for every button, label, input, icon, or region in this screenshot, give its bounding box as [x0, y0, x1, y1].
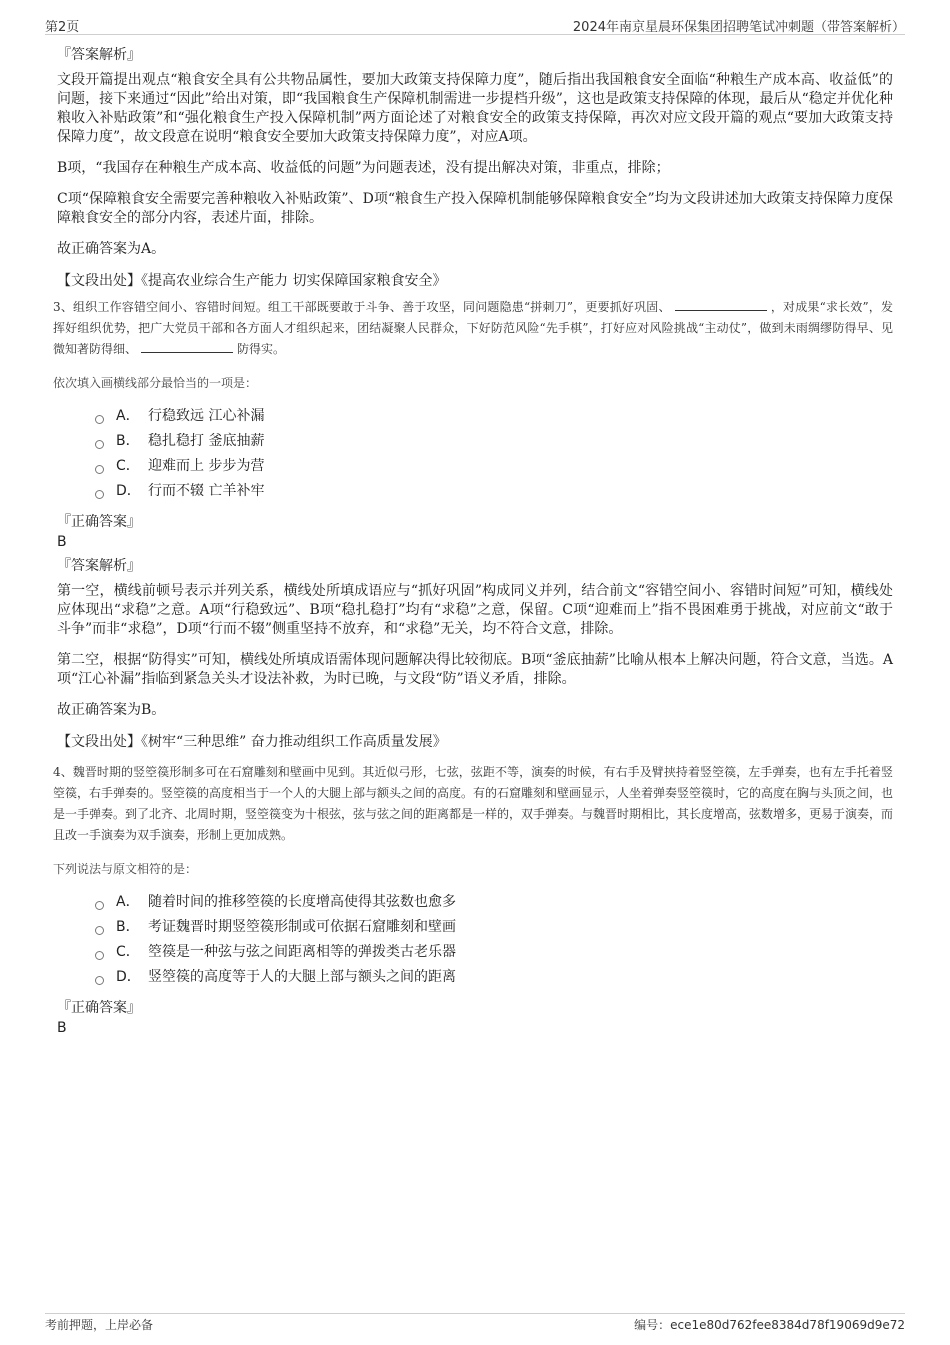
radio-icon[interactable] — [95, 490, 104, 499]
page-footer — [45, 1313, 905, 1334]
analysis-paragraph: 第二空，根据“防得实”可知，横线处所填成语需体现问题解决得比较彻底。B项“釜底抽薪”比喻从根本上解决问题，符合文意，当选。A项“江心补漏”指临到紧急关头才设法补救，为时已晚，与文段“防”语义矛盾，排除。 — [57, 652, 893, 687]
option-b[interactable]: B． 考证魏晋时期竖箜篌形制或可依据石窟雕刻和壁画 — [95, 915, 893, 940]
analysis-paragraph: B项，“我国存在种粮生产成本高、收益低的问题”为问题表述，没有提出解决对策，非重点，排除； — [57, 160, 670, 176]
question-3-prompt: 依次填入画横线部分最恰当的一项是： — [53, 376, 258, 390]
option-c[interactable]: C． 迎难而上 步步为营 — [95, 454, 893, 479]
option-d[interactable]: D． 行而不辍 亡羊补牢 — [95, 479, 893, 504]
passage-source: 【文段出处】《提高农业综合生产能力 切实保障国家粮食安全》 — [57, 273, 447, 289]
radio-icon[interactable] — [95, 440, 104, 449]
radio-icon[interactable] — [95, 901, 104, 910]
analysis-heading: 『答案解析』 — [57, 47, 141, 63]
correct-answer-heading: 『正确答案』 — [57, 1000, 141, 1016]
correct-answer: B — [57, 534, 67, 550]
page-number: 第2页 — [45, 20, 80, 35]
document-title: 2024年南京星晨环保集团招聘笔试冲刺题（带答案解析） — [572, 20, 905, 35]
fill-blank — [141, 340, 233, 353]
correct-answer-heading: 『正确答案』 — [57, 514, 141, 530]
question-3-stem — [53, 297, 893, 360]
radio-icon[interactable] — [95, 926, 104, 935]
fill-blank — [675, 298, 767, 311]
question-text: 3、组织工作容错空间小、容错时间短。组工干部既要敢于斗争、善于攻坚，同问题隐患“拼刺刀”，更要抓好巩固、 — [53, 300, 671, 314]
question-4-prompt: 下列说法与原文相符的是： — [53, 862, 198, 876]
radio-icon[interactable] — [95, 465, 104, 474]
question-text: 防得实。 — [237, 342, 286, 356]
answer-conclusion: 故正确答案为A。 — [57, 241, 166, 257]
analysis-paragraph: 文段开篇提出观点“粮食安全具有公共物品属性，要加大政策支持保障力度”，随后指出我国粮食安全面临“种粮生产成本高、收益低”的问题，接下来通过“因此”给出对策，即“我国粮食生产保障机制需进一步提档升级”，这也是政策支持保障的体现，最后从“稳定并优化种粮收入补贴政策”和“强化粮食生产投入保障机制”两方面论述了对粮食安全的政策支持保障，再次对应文段开篇的观点“要加大政策支持保障力度”，故文段意在说明“粮食安全要加大政策支持保障力度”，对应A项。 — [57, 72, 893, 145]
analysis-paragraph: 第一空，横线前顿号表示并列关系，横线处所填成语应与“抓好巩固”构成同义并列，结合前文“容错空间小、容错时间短”可知，横线处应体现出“求稳”之意。A项“行稳致远”、B项“稳扎稳打”均有“求稳”之意，保留。C项“迎难而上”指不畏困难勇于挑战，对应前文“敢于斗争”而非“求稳”，D项“行而不辍”侧重坚持不放弃，和“求稳”无关，均不符合文意，排除。 — [57, 583, 893, 637]
question-4-options — [57, 890, 893, 990]
passage-source: 【文段出处】《树牢“三种思维” 奋力推动组织工作高质量发展》 — [57, 734, 447, 750]
analysis-heading: 『答案解析』 — [57, 558, 141, 574]
radio-icon[interactable] — [95, 976, 104, 985]
document-body — [53, 45, 894, 1042]
answer-conclusion: 故正确答案为B。 — [57, 702, 166, 718]
question-text: ，对成果“求长效”，发挥好组织优势，把广大党员干部和各方面人才组织起来，团结凝聚人民群众，下好防范风险“先手棋”，打好应对风险挑战“主动仗”，做到未雨绸缪防得早、见微知著防得细、 — [53, 300, 893, 356]
page-header — [45, 14, 905, 35]
option-d[interactable]: D． 竖箜篌的高度等于人的大腿上部与额头之间的距离 — [95, 965, 893, 990]
analysis-paragraph: C项“保障粮食安全需要完善种粮收入补贴政策”、D项“粮食生产投入保障机制能够保障粮食安全”均为文段讲述加大政策支持保障力度保障粮食安全的部分内容，表述片面，排除。 — [57, 191, 893, 226]
correct-answer: B — [57, 1020, 67, 1036]
document-code: 编号：ece1e80d762fee8384d78f19069d9e72 — [634, 1318, 905, 1332]
option-a[interactable]: A． 行稳致远 江心补漏 — [95, 404, 893, 429]
option-b[interactable]: B． 稳扎稳打 釜底抽薪 — [95, 429, 893, 454]
option-c[interactable]: C． 箜篌是一种弦与弦之间距离相等的弹拨类古老乐器 — [95, 940, 893, 965]
question-3-options — [57, 404, 893, 504]
option-a[interactable]: A． 随着时间的推移箜篌的长度增高使得其弦数也愈多 — [95, 890, 893, 915]
footer-slogan: 考前押题，上岸必备 — [45, 1318, 154, 1332]
question-4-stem: 4、魏晋时期的竖箜篌形制多可在石窟雕刻和壁画中见到。其近似弓形，七弦，弦距不等，演奏的时候，有右手及臂挟持着竖箜篌，左手弹奏，也有左手托着竖箜篌，右手弹奏的。竖箜篌的高度相当于一个人的大腿上部与额头之间的高度。有的石窟雕刻和壁画显示，人坐着弹奏竖箜篌时，它的高度在胸与头顶之间，也是一手弹奏。到了北齐、北周时期，竖箜篌变为十根弦，弦与弦之间的距离都是一样的，双手弹奏。与魏晋时期相比，其长度增高，弦数增多，更易于演奏，而且改一手演奏为双手演奏，形制上更加成熟。 — [53, 765, 894, 842]
radio-icon[interactable] — [95, 951, 104, 960]
radio-icon[interactable] — [95, 415, 104, 424]
